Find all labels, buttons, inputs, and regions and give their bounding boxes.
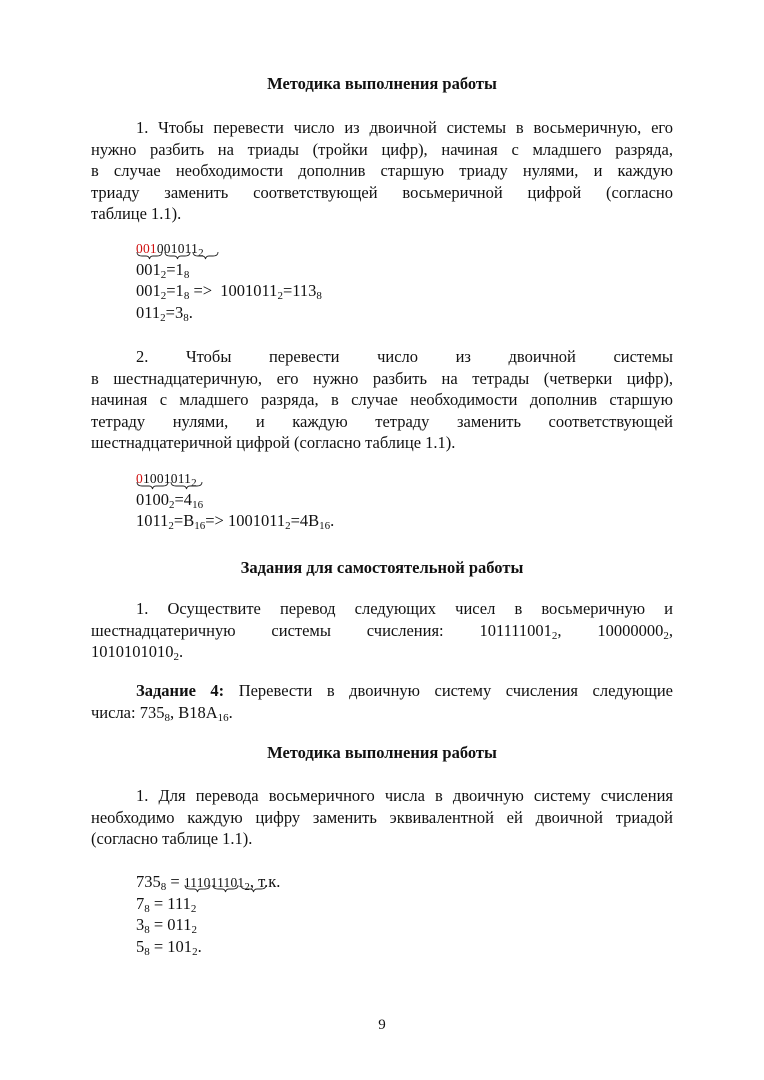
value: =113 — [282, 281, 317, 300]
conversion-row — [136, 280, 322, 302]
base-subscript: 16 — [194, 520, 206, 532]
conversion-row — [136, 259, 322, 281]
section-heading-method-2: Методика выполнения работы — [267, 743, 497, 762]
text-line — [91, 680, 673, 702]
paragraph-octal-to-binary — [91, 785, 673, 850]
conversion-row — [136, 936, 280, 958]
tetrad-group: 1011 — [163, 471, 192, 486]
value: . — [228, 702, 233, 722]
text-line: в случае необходимости дополнив старшую триаду нулями, и каждую — [91, 161, 673, 180]
triad-group: 011 — [177, 241, 199, 256]
text-line: шестнадцатеричной цифрой (согласно таблице 1.1). — [91, 433, 456, 452]
value: = 101 — [149, 936, 193, 956]
underbrace-icon — [184, 884, 274, 894]
base-subscript: 8 — [144, 945, 150, 958]
value: Перевести в двоичную систему счисления следующие — [224, 681, 674, 700]
base-subscript: 8 — [144, 924, 150, 936]
base-subscript: 2 — [663, 629, 669, 642]
value: 1011 — [136, 511, 169, 530]
triad-split-row — [136, 237, 322, 259]
page-number: 9 — [378, 1017, 386, 1033]
text-line: 2. Чтобы перевести число из двоичной системы — [136, 347, 673, 366]
value: =4B — [290, 511, 320, 530]
text-line: в шестнадцатеричную, его нужно разбить на тетрады (четверки цифр), — [91, 368, 673, 388]
base-subscript: 8 — [316, 290, 322, 302]
value: =3 — [165, 302, 184, 322]
value: => 1001011 — [189, 281, 278, 300]
conversion-row — [136, 302, 322, 324]
example-binary-to-octal — [136, 237, 322, 323]
base-subscript: 8 — [183, 311, 189, 324]
value: 5 — [136, 936, 145, 956]
base-subscript: 2 — [191, 477, 197, 489]
example-binary-to-hex — [136, 467, 334, 532]
section-heading-tasks: Задания для самостоятельной работы — [240, 558, 524, 577]
base-subscript: 2 — [190, 902, 197, 915]
underbrace-icon — [136, 251, 226, 261]
base-subscript: 2 — [198, 247, 204, 259]
triad-group: 001 — [156, 241, 178, 256]
text-line: необходимо каждую цифру заменить эквивалентной ей двоичной триадой — [91, 807, 673, 827]
base-subscript: 16 — [319, 520, 331, 532]
value: числа: 735 — [91, 702, 165, 722]
base-subscript: 8 — [183, 268, 190, 281]
text-line: нужно разбить на триады (тройки цифр), начиная с младшего разряда, — [91, 139, 673, 159]
paragraph-hex-method — [91, 346, 673, 454]
underbrace-icon — [136, 481, 216, 491]
value: 1010101010 — [91, 642, 174, 661]
text-line: (согласно таблице 1.1). — [91, 829, 253, 848]
value: =1 — [166, 259, 184, 279]
text-line: триаду заменить соответствующей восьмеричной цифрой (согласно — [91, 182, 673, 202]
value: , 10000000 — [557, 620, 664, 640]
base-subscript: 2 — [191, 924, 197, 936]
text-line: тетраду нулями, и каждую тетраду заменить соответствующей — [91, 411, 673, 431]
triad-expansion-row — [136, 871, 280, 893]
value: =1 — [166, 281, 184, 300]
paragraph-task-4 — [91, 680, 673, 723]
conversion-row — [136, 510, 334, 532]
base-subscript: 2 — [160, 290, 167, 302]
value: 7 — [136, 893, 145, 913]
value: . — [179, 642, 184, 661]
value: => 1001011 — [205, 511, 286, 530]
value: шестнадцатеричную системы счисления: 101111001 — [91, 620, 552, 640]
value: 735 — [136, 872, 161, 891]
base-subscript: 8 — [160, 881, 167, 893]
value: . — [188, 302, 193, 322]
base-subscript: 2 — [277, 290, 283, 302]
conversion-row — [136, 893, 280, 915]
text-line: 1. Для перевода восьмеричного числа в двоичную систему счисления — [136, 786, 673, 805]
value: = 111 — [149, 893, 191, 913]
triad-group: 111 — [183, 875, 204, 890]
conversion-row — [136, 914, 280, 936]
text-line: начиная с младшего разряда, в случае необходимости дополнив старшую — [91, 390, 673, 409]
value: , — [668, 620, 674, 640]
task-label: Задание 4: — [136, 681, 225, 700]
text-line: таблице 1.1). — [91, 204, 182, 223]
paragraph-task-1 — [91, 598, 673, 663]
base-subscript: 2 — [173, 651, 179, 663]
paragraph-octal-method — [91, 117, 673, 225]
example-octal-to-binary — [136, 871, 280, 957]
conversion-row — [136, 489, 334, 511]
triad-group: 001 — [136, 241, 157, 256]
value: 001 — [136, 259, 161, 279]
triad-group: 101 — [223, 875, 245, 890]
value: 001 — [136, 281, 161, 300]
tetrad-group: 100 — [142, 471, 164, 486]
base-subscript: 2 — [160, 311, 166, 324]
section-heading-method-1: Методика выполнения работы — [267, 74, 497, 93]
value: . — [330, 511, 335, 530]
text-line: 1. Осуществите перевод следующих чисел в восьмеричную и — [136, 599, 673, 618]
value: 3 — [136, 915, 145, 934]
padding-zero: 0 — [136, 471, 143, 486]
base-subscript: 8 — [144, 902, 150, 915]
base-subscript: 8 — [164, 711, 170, 724]
base-subscript: 2 — [168, 520, 174, 532]
base-subscript: 16 — [192, 498, 204, 511]
text-line — [91, 641, 673, 663]
value: 011 — [136, 302, 161, 322]
triad-group: 011 — [203, 875, 224, 890]
value: , B18A — [169, 702, 218, 722]
value: , т.к. — [249, 872, 281, 891]
base-subscript: 2 — [551, 629, 558, 642]
base-subscript: 2 — [244, 881, 250, 893]
value: = 011 — [149, 915, 192, 934]
base-subscript: 2 — [169, 498, 175, 511]
value: = — [166, 872, 184, 891]
text-line: 1. Чтобы перевести число из двоичной системы в восьмеричную, его — [136, 118, 673, 137]
value: 0100 — [136, 489, 169, 509]
text-line — [91, 620, 673, 642]
base-subscript: 2 — [285, 520, 291, 532]
text-line — [91, 702, 673, 724]
tetrad-split-row — [136, 467, 334, 489]
base-subscript: 8 — [183, 290, 190, 302]
base-subscript: 2 — [192, 945, 198, 958]
base-subscript: 16 — [217, 711, 229, 724]
value: =B — [173, 511, 195, 530]
value: =4 — [174, 489, 193, 509]
base-subscript: 2 — [160, 268, 167, 281]
value: . — [197, 936, 202, 956]
